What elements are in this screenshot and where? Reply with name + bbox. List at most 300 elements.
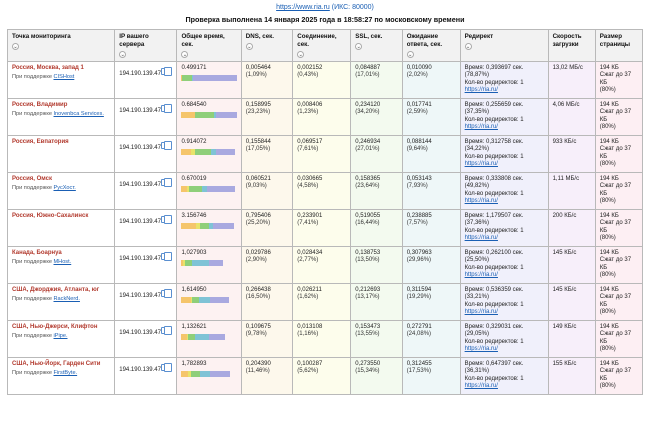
size-compressed: Сжат до 37 КБ <box>599 109 632 123</box>
copy-icon[interactable] <box>161 68 167 75</box>
connection-percent: (7,61%) <box>297 146 319 152</box>
redirect-time: Время: 0,536359 сек. <box>464 286 524 293</box>
support-link[interactable]: FirstByte. <box>53 370 78 376</box>
wait-percent: (2,02%) <box>406 72 428 78</box>
ip-value: 194.190.139.47 <box>119 329 161 336</box>
table-row <box>8 283 643 320</box>
support-note: При поддержке CISHost <box>12 74 75 80</box>
cell-total-time <box>177 320 241 357</box>
copy-icon[interactable] <box>161 327 167 334</box>
redirect-percent: (37,36%) <box>464 220 489 226</box>
col-dns[interactable] <box>241 30 292 62</box>
redirect-time: Время: 0,393697 сек. <box>464 64 524 71</box>
table-row <box>8 135 643 172</box>
size-percent: (80%) <box>599 87 616 93</box>
total-time-value: 3.156746 <box>181 212 207 219</box>
size-compressed: Сжат до 37 КБ <box>599 331 632 345</box>
size-percent: (80%) <box>599 235 616 241</box>
latency-bar <box>181 149 237 155</box>
cell-size: 194 КБ Сжат до 37 КБ (80%) <box>595 357 642 394</box>
cell-dns: 0,204390 (11,46%) <box>241 357 292 394</box>
ip-value: 194.190.139.47 <box>119 366 161 373</box>
cell-wait: 0,010090 (2,02%) <box>402 61 460 98</box>
ip-value: 194.190.139.47 <box>119 107 161 114</box>
cell-wait: 0,017741 (2,59%) <box>402 98 460 135</box>
cell-location <box>8 61 115 98</box>
support-note: При поддержке Inovenbca Services. <box>12 111 104 117</box>
col-connection[interactable] <box>293 30 351 62</box>
latency-bar <box>181 334 237 340</box>
latency-bar-segment <box>182 75 192 81</box>
connection-percent: (1,16%) <box>297 331 319 337</box>
cell-speed: 4,06 МБ/с <box>548 98 595 135</box>
support-note: При поддержке MHost. <box>12 259 72 265</box>
cell-wait: 0,311594 (19,29%) <box>402 283 460 320</box>
results-table <box>7 29 643 395</box>
cell-ip <box>115 246 177 283</box>
latency-bar-segment <box>210 297 229 303</box>
cell-redirect <box>460 283 548 320</box>
redirect-time: Время: 0,329031 сек. <box>464 323 524 330</box>
latency-bar-segment <box>216 149 235 155</box>
size-compressed: Сжат до 37 КБ <box>599 183 632 197</box>
table-body <box>8 61 643 394</box>
col-ssl-label: SSL, сек. <box>355 33 383 40</box>
redirect-time: Время: 0,312758 сек. <box>464 138 524 145</box>
redirect-count: Кол-во редиректов: 1 <box>464 79 524 86</box>
col-connection-label: Соединение, сек. <box>297 33 337 48</box>
col-speed[interactable] <box>548 30 595 62</box>
wait-percent: (7,57%) <box>406 220 428 226</box>
latency-bar-segment <box>193 75 237 81</box>
connection-percent: (5,62%) <box>297 368 319 374</box>
location-name: Россия, Евпатория <box>12 138 69 145</box>
cell-redirect <box>460 98 548 135</box>
wait-percent: (29,96%) <box>406 257 432 263</box>
redirect-url-link[interactable]: https://ria.ru/ <box>464 124 498 130</box>
ssl-percent: (13,55%) <box>355 331 380 337</box>
cell-location <box>8 172 115 209</box>
cell-speed: 13,02 МБ/с <box>548 61 595 98</box>
col-size[interactable] <box>595 30 642 62</box>
latency-bar-segment <box>181 297 190 303</box>
support-link[interactable]: Inovenbca Services. <box>53 111 104 117</box>
dns-percent: (17,05%) <box>245 146 271 152</box>
cell-location <box>8 135 115 172</box>
latency-bar-segment <box>209 260 223 266</box>
dns-percent: (9,78%) <box>245 331 267 337</box>
cell-wait: 0,312455 (17,53%) <box>402 357 460 394</box>
cell-ip <box>115 98 177 135</box>
size-compressed: Сжат до 37 КБ <box>599 257 632 271</box>
latency-bar-segment <box>210 371 230 377</box>
cell-size: 194 КБ Сжат до 37 КБ (80%) <box>595 61 642 98</box>
latency-bar-segment <box>181 223 195 229</box>
cell-speed: 149 КБ/с <box>548 320 595 357</box>
cell-speed: 1,11 МБ/с <box>548 172 595 209</box>
connection-percent: (0,43%) <box>297 72 319 78</box>
table-row <box>8 246 643 283</box>
latency-bar <box>181 260 237 266</box>
redirect-percent: (34,22%) <box>464 146 489 152</box>
redirect-count: Кол-во редиректов: 1 <box>464 264 524 271</box>
ssl-percent: (13,17%) <box>355 294 380 300</box>
cell-connection: 0,026211 (1,62%) <box>293 283 351 320</box>
support-note: При поддержке FirstByte. <box>12 370 78 376</box>
redirect-url-link[interactable]: https://ria.ru/ <box>464 272 498 278</box>
connection-percent: (2,77%) <box>297 257 319 263</box>
cell-ssl: 0,234120 (34,20%) <box>351 98 402 135</box>
ip-value: 194.190.139.47 <box>119 144 161 151</box>
cell-size: 194 КБ Сжат до 37 КБ (80%) <box>595 283 642 320</box>
col-location[interactable] <box>8 30 115 62</box>
chevron-down-icon[interactable]: ⌄ <box>247 43 252 50</box>
redirect-time: Время: 0,255659 сек. <box>464 101 524 108</box>
cell-ssl: 0,158365 (23,64%) <box>351 172 402 209</box>
cell-ssl: 0,084887 (17,01%) <box>351 61 402 98</box>
latency-bar-segment <box>181 112 194 118</box>
size-percent: (80%) <box>599 383 616 389</box>
col-redirect-label: Редирект <box>464 33 494 40</box>
latency-bar-segment <box>207 186 235 192</box>
cell-wait: 0,053143 (7,93%) <box>402 172 460 209</box>
redirect-percent: (33,21%) <box>464 294 489 300</box>
col-speed-label: Скорость загрузки <box>552 33 582 48</box>
total-time-value: 0.684540 <box>181 101 207 108</box>
location-name: Канада, Боарнуа <box>12 249 62 256</box>
connection-percent: (1,23%) <box>297 109 319 115</box>
location-name: Россия, Омск <box>12 175 53 182</box>
dns-percent: (9,03%) <box>245 183 267 189</box>
cell-redirect <box>460 209 548 246</box>
col-wait-label: Ожидание ответа, сек. <box>406 33 443 48</box>
latency-bar-segment <box>185 260 193 266</box>
redirect-url-link[interactable]: https://ria.ru/ <box>464 235 498 241</box>
copy-icon[interactable] <box>161 105 167 112</box>
table-row <box>8 320 643 357</box>
col-wait[interactable] <box>402 30 460 62</box>
cell-ip <box>115 209 177 246</box>
cell-total-time <box>177 283 241 320</box>
redirect-url-link[interactable]: https://ria.ru/ <box>464 346 498 352</box>
ip-value: 194.190.139.47 <box>119 292 161 299</box>
wait-percent: (24,08%) <box>406 331 432 337</box>
total-time-value: 1,614950 <box>181 286 207 293</box>
redirect-time: Время: 0,647397 сек. <box>464 360 524 367</box>
location-name: Россия, Южно-Сахалинск <box>12 212 89 219</box>
cell-total-time <box>177 357 241 394</box>
redirect-percent: (25,50%) <box>464 257 489 263</box>
table-row <box>8 61 643 98</box>
redirect-url-link[interactable]: https://ria.ru/ <box>464 383 498 389</box>
latency-bar <box>181 75 237 81</box>
latency-bar-segment <box>199 297 210 303</box>
total-time-value: 0.670019 <box>181 175 207 182</box>
latency-bar-segment <box>192 260 209 266</box>
cell-wait: 0,272791 (24,08%) <box>402 320 460 357</box>
cell-location <box>8 209 115 246</box>
cell-dns: 0,155844 (17,05%) <box>241 135 292 172</box>
redirect-percent: (49,82%) <box>464 183 489 189</box>
latency-bar <box>181 223 237 229</box>
cell-redirect <box>460 357 548 394</box>
size-percent: (80%) <box>599 346 616 352</box>
ssl-percent: (15,34%) <box>355 368 380 374</box>
size-compressed: Сжат до 37 КБ <box>599 72 632 86</box>
support-link[interactable]: MHost. <box>53 259 72 265</box>
cell-location <box>8 98 115 135</box>
cell-total-time <box>177 135 241 172</box>
site-url-header <box>0 0 650 11</box>
cell-location <box>8 283 115 320</box>
latency-bar-segment <box>192 297 199 303</box>
cell-connection: 0,030665 (4,58%) <box>293 172 351 209</box>
size-compressed: Сжат до 37 КБ <box>599 146 632 160</box>
dns-percent: (1,09%) <box>245 72 267 78</box>
latency-bar-segment <box>200 223 209 229</box>
support-note: При поддержке РусХост. <box>12 185 76 191</box>
cell-connection: 0,002152 (0,43%) <box>293 61 351 98</box>
col-dns-label: DNS, сек. <box>245 33 274 40</box>
dns-percent: (23,23%) <box>245 109 271 115</box>
cell-total-time <box>177 61 241 98</box>
cell-ip <box>115 283 177 320</box>
cell-dns: 0,795406 (25,20%) <box>241 209 292 246</box>
latency-bar-segment <box>188 334 196 340</box>
copy-icon[interactable] <box>161 216 167 223</box>
cell-ssl: 0,273550 (15,34%) <box>351 357 402 394</box>
connection-percent: (7,41%) <box>297 220 319 226</box>
support-link[interactable]: iPipe. <box>53 333 68 339</box>
wait-percent: (17,53%) <box>406 368 432 374</box>
support-link[interactable]: RackNerd. <box>53 296 80 302</box>
latency-bar-segment <box>213 223 234 229</box>
cell-ip <box>115 357 177 394</box>
latency-bar-segment <box>191 371 200 377</box>
chevron-down-icon[interactable]: ⌄ <box>466 43 471 50</box>
cell-redirect <box>460 172 548 209</box>
size-percent: (80%) <box>599 198 616 204</box>
cell-dns: 0,029786 (2,90%) <box>241 246 292 283</box>
support-link[interactable]: РусХост. <box>53 185 76 191</box>
header-row <box>8 30 643 62</box>
support-note: При поддержке iPipe. <box>12 333 68 339</box>
latency-bar-segment <box>195 334 209 340</box>
size-compressed: Сжат до 37 КБ <box>599 294 632 308</box>
redirect-count: Кол-во редиректов: 1 <box>464 375 524 382</box>
col-size-label: Размер страницы <box>599 33 631 48</box>
cell-speed: 145 КБ/с <box>548 283 595 320</box>
cell-speed: 155 КБ/с <box>548 357 595 394</box>
cell-connection: 0,069517 (7,61%) <box>293 135 351 172</box>
size-compressed: Сжат до 37 КБ <box>599 368 632 382</box>
cell-redirect <box>460 320 548 357</box>
chevron-down-icon[interactable]: ⌄ <box>13 43 18 50</box>
ip-value: 194.190.139.47 <box>119 218 161 225</box>
total-time-value: 0.499171 <box>181 64 207 71</box>
cell-dns: 0,005464 (1,09%) <box>241 61 292 98</box>
ip-value: 194.190.139.47 <box>119 181 161 188</box>
redirect-percent: (36,31%) <box>464 368 489 374</box>
cell-redirect <box>460 61 548 98</box>
location-name: США, Джорджия, Атланта, юг <box>12 286 100 293</box>
cell-ssl: 0,519055 (16,44%) <box>351 209 402 246</box>
cell-ip <box>115 135 177 172</box>
latency-bar-segment <box>195 149 210 155</box>
cell-total-time <box>177 172 241 209</box>
dns-percent: (25,20%) <box>245 220 271 226</box>
redirect-count: Кол-во редиректов: 1 <box>464 116 524 123</box>
col-redirect[interactable] <box>460 30 548 62</box>
latency-bar <box>181 112 237 118</box>
size-percent: (80%) <box>599 124 616 130</box>
col-ip[interactable] <box>115 30 177 62</box>
copy-icon[interactable] <box>161 142 167 149</box>
size-percent: (80%) <box>599 309 616 315</box>
wait-percent: (7,93%) <box>406 183 428 189</box>
col-total-time-label: Общее время, сек. <box>181 33 225 48</box>
cell-ssl: 0,212693 (13,17%) <box>351 283 402 320</box>
cell-size: 194 КБ Сжат до 37 КБ (80%) <box>595 98 642 135</box>
wait-percent: (9,64%) <box>406 146 428 152</box>
redirect-url-link[interactable]: https://ria.ru/ <box>464 309 498 315</box>
redirect-count: Кол-во редиректов: 1 <box>464 227 524 234</box>
cell-redirect <box>460 246 548 283</box>
redirect-time: Время: 0,262100 сек. <box>464 249 524 256</box>
col-total-time[interactable] <box>177 30 241 62</box>
cell-connection: 0,028434 (2,77%) <box>293 246 351 283</box>
cell-size: 194 КБ Сжат до 37 КБ (80%) <box>595 320 642 357</box>
ssl-percent: (23,64%) <box>355 183 380 189</box>
cell-connection: 0,013108 (1,16%) <box>293 320 351 357</box>
cell-connection: 0,008406 (1,23%) <box>293 98 351 135</box>
cell-total-time <box>177 98 241 135</box>
cell-size: 194 КБ Сжат до 37 КБ (80%) <box>595 135 642 172</box>
cell-wait: 0,088144 (9,64%) <box>402 135 460 172</box>
total-time-value: 0.914072 <box>181 138 207 145</box>
total-time-value: 1,132621 <box>181 323 207 330</box>
total-time-value: 1,782893 <box>181 360 207 367</box>
redirect-percent: (29,05%) <box>464 331 489 337</box>
chevron-down-icon[interactable]: ⌄ <box>182 51 188 58</box>
cell-dns: 0,060521 (9,03%) <box>241 172 292 209</box>
latency-bar-segment <box>181 149 191 155</box>
cell-dns: 0,158995 (23,23%) <box>241 98 292 135</box>
cell-wait: 0,307963 (29,96%) <box>402 246 460 283</box>
chevron-down-icon[interactable]: ⌄ <box>298 51 303 58</box>
cell-location <box>8 320 115 357</box>
cell-ip <box>115 320 177 357</box>
cell-total-time <box>177 246 241 283</box>
redirect-percent: (37,35%) <box>464 109 489 115</box>
dns-percent: (11,46%) <box>245 368 270 374</box>
redirect-count: Кол-во редиректов: 1 <box>464 301 524 308</box>
site-url-link[interactable]: https://www.ria.ru <box>276 4 330 11</box>
latency-bar-segment <box>195 112 214 118</box>
chevron-down-icon[interactable]: ⌄ <box>408 51 413 58</box>
dns-percent: (2,90%) <box>245 257 267 263</box>
copy-icon[interactable] <box>161 364 167 371</box>
ip-value: 194.190.139.47 <box>119 70 161 77</box>
cell-size: 194 КБ Сжат до 37 КБ (80%) <box>595 246 642 283</box>
cell-size: 194 КБ Сжат до 37 КБ (80%) <box>595 209 642 246</box>
copy-icon[interactable] <box>161 290 167 297</box>
table-head <box>8 30 643 62</box>
support-link[interactable]: CISHost <box>53 74 75 80</box>
cell-total-time <box>177 209 241 246</box>
cell-connection: 0,100287 (5,62%) <box>293 357 351 394</box>
redirect-count: Кол-во редиректов: 1 <box>464 190 524 197</box>
redirect-url-link[interactable]: https://ria.ru/ <box>464 161 498 167</box>
latency-bar <box>181 297 237 303</box>
redirect-time: Время: 0,333808 сек. <box>464 175 524 182</box>
cell-ip <box>115 61 177 98</box>
location-name: США, Нью-Джерси, Клифтон <box>12 323 98 330</box>
cell-ssl: 0,138753 (13,50%) <box>351 246 402 283</box>
cell-redirect <box>460 135 548 172</box>
cell-dns: 0,109675 (9,78%) <box>241 320 292 357</box>
cell-ssl: 0,153473 (13,55%) <box>351 320 402 357</box>
copy-icon[interactable] <box>161 179 167 186</box>
col-ssl[interactable] <box>351 30 402 62</box>
redirect-url-link[interactable]: https://ria.ru/ <box>464 198 498 204</box>
latency-bar-segment <box>209 334 225 340</box>
cell-location <box>8 357 115 394</box>
latency-bar-segment <box>200 371 210 377</box>
wait-percent: (2,59%) <box>406 109 428 115</box>
total-time-value: 1,027903 <box>181 249 207 256</box>
cell-ip <box>115 172 177 209</box>
cell-ssl: 0,246934 (27,01%) <box>351 135 402 172</box>
redirect-percent: (78,87%) <box>464 72 489 78</box>
size-percent: (80%) <box>599 272 616 278</box>
connection-percent: (4,58%) <box>297 183 319 189</box>
ip-value: 194.190.139.47 <box>119 255 161 262</box>
location-name: Россия, Владимир <box>12 101 68 108</box>
location-name: Россия, Москва, запад 1 <box>12 64 84 71</box>
redirect-count: Кол-во редиректов: 1 <box>464 338 524 345</box>
latency-bar <box>181 371 237 377</box>
support-note: При поддержке RackNerd. <box>12 296 80 302</box>
col-ip-label: IP вашего сервера <box>119 33 149 48</box>
table-row <box>8 98 643 135</box>
cell-speed: 145 КБ/с <box>548 246 595 283</box>
cell-speed: 933 КБ/с <box>548 135 595 172</box>
connection-percent: (1,62%) <box>297 294 319 300</box>
latency-bar-segment <box>189 186 202 192</box>
latency-bar <box>181 186 237 192</box>
col-location-label: Точка мониторинга <box>12 33 71 40</box>
table-row <box>8 357 643 394</box>
redirect-url-link[interactable]: https://ria.ru/ <box>464 87 498 93</box>
cell-dns: 0,266438 (16,50%) <box>241 283 292 320</box>
cell-size: 194 КБ Сжат до 37 КБ (80%) <box>595 172 642 209</box>
chevron-down-icon[interactable]: ⌄ <box>356 43 361 50</box>
cell-location <box>8 246 115 283</box>
wait-percent: (19,29%) <box>406 294 432 300</box>
chevron-down-icon[interactable]: ⌄ <box>120 51 125 58</box>
table-row <box>8 172 643 209</box>
size-percent: (80%) <box>599 161 616 167</box>
ssl-percent: (27,01%) <box>355 146 380 152</box>
copy-icon[interactable] <box>161 253 167 260</box>
location-name: США, Нью-Йорк, Гарден Сити <box>12 360 101 367</box>
site-iks-value: (ИКС: 80000) <box>329 4 374 11</box>
size-compressed: Сжат до 37 КБ <box>599 220 632 234</box>
ssl-percent: (13,50%) <box>355 257 380 263</box>
check-timestamp: Проверка выполнена 14 января 2025 года в 18:58:27 по московскому времени <box>185 15 465 24</box>
table-row <box>8 209 643 246</box>
